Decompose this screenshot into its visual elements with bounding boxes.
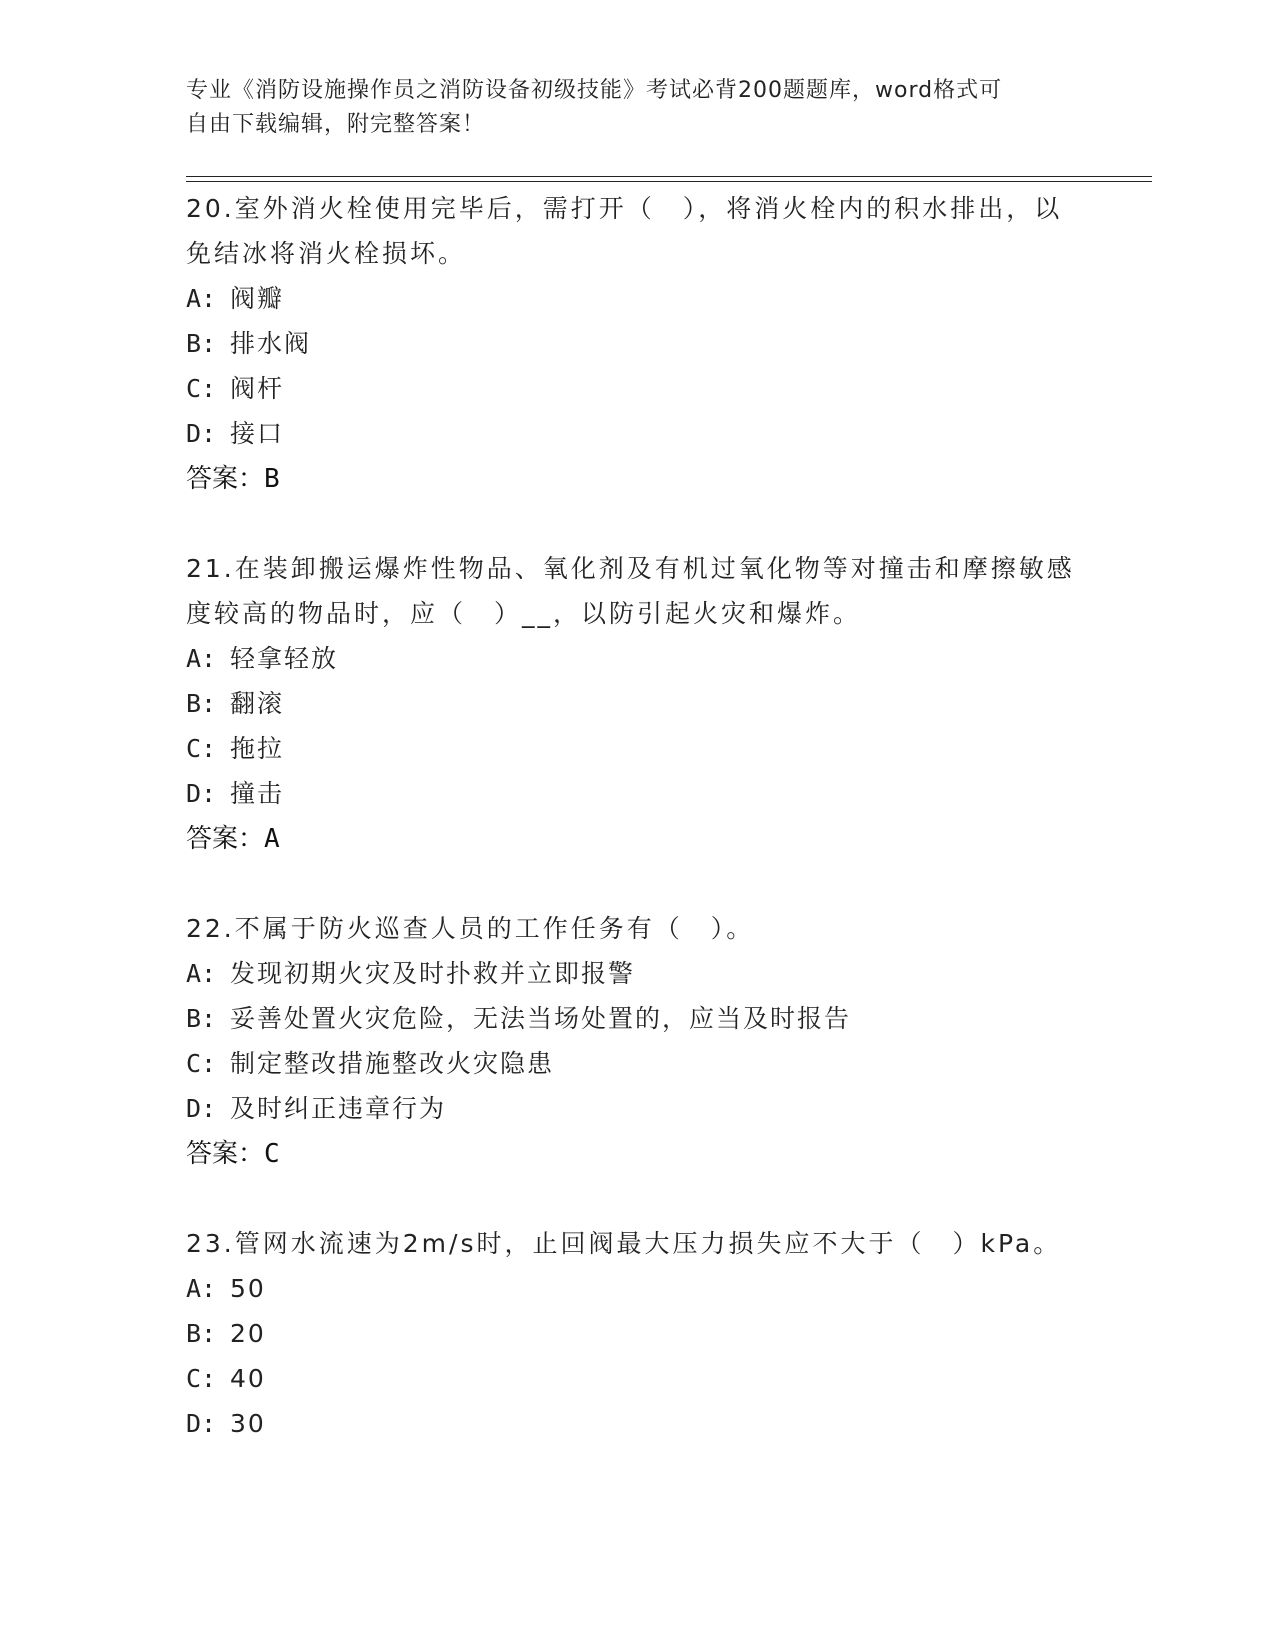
- answer-label: 答案：: [186, 464, 265, 494]
- question-body: 不属于防火巡查人员的工作任务有（ ）。: [234, 914, 755, 943]
- option-c: [186, 1041, 1086, 1086]
- option-text: 撞击: [230, 779, 285, 808]
- option-text: 妥善处置火灾危险，无法当场处置的，应当及时报告: [230, 1004, 852, 1033]
- option-letter: C:: [186, 734, 217, 763]
- option-text: 及时纠正违章行为: [230, 1094, 447, 1123]
- header-title-line-2: 自由下载编辑，附完整答案！: [186, 112, 486, 137]
- option-letter: D:: [186, 1094, 217, 1123]
- option-letter: C:: [186, 1049, 217, 1078]
- answer-label: 答案：: [186, 824, 265, 854]
- option-b: [186, 1311, 1086, 1356]
- question-number: 22.: [186, 914, 235, 943]
- question-body: 在装卸搬运爆炸性物品、氧化剂及有机过氧化物等对撞击和摩擦敏感度较高的物品时，应（ ）__，以防引起火灾和爆炸。: [186, 554, 1075, 628]
- option-b: [186, 996, 1086, 1041]
- option-letter: A:: [186, 284, 217, 313]
- option-text: 20: [230, 1319, 266, 1348]
- option-a: [186, 276, 1086, 321]
- option-a: [186, 1266, 1086, 1311]
- question-text: [186, 1221, 1086, 1266]
- question-21: [186, 546, 1086, 862]
- option-letter: D:: [186, 779, 217, 808]
- question-body: 室外消火栓使用完毕后，需打开（ ），将消火栓内的积水排出，以免结冰将消火栓损坏。: [186, 194, 1063, 268]
- option-text: 制定整改措施整改火灾隐患: [230, 1049, 555, 1078]
- option-text: 排水阀: [230, 329, 312, 358]
- header-divider-top: [186, 176, 1152, 177]
- option-b: [186, 321, 1086, 366]
- question-text: [186, 186, 1086, 276]
- option-a: [186, 951, 1086, 996]
- answer-line: [186, 816, 1086, 862]
- option-text: 轻拿轻放: [230, 644, 339, 673]
- option-letter: C:: [186, 374, 217, 403]
- option-letter: D:: [186, 1409, 217, 1438]
- option-text: 50: [230, 1274, 266, 1303]
- option-letter: A:: [186, 959, 217, 988]
- answer-value: A: [264, 824, 280, 854]
- option-letter: A:: [186, 644, 217, 673]
- option-letter: B:: [186, 329, 217, 358]
- option-letter: B:: [186, 1004, 217, 1033]
- option-text: 拖拉: [230, 734, 285, 763]
- question-text: [186, 906, 1086, 951]
- question-list: [186, 186, 1086, 1490]
- option-text: 30: [230, 1409, 266, 1438]
- option-d: [186, 1086, 1086, 1131]
- option-d: [186, 771, 1086, 816]
- option-b: [186, 681, 1086, 726]
- question-body: 管网水流速为2m/s时，止回阀最大压力损失应不大于（ ）kPa。: [234, 1229, 1062, 1258]
- option-d: [186, 1401, 1086, 1446]
- option-letter: A:: [186, 1274, 217, 1303]
- option-c: [186, 1356, 1086, 1401]
- answer-label: 答案：: [186, 1139, 265, 1169]
- question-number: 23.: [186, 1229, 235, 1258]
- question-number: 20.: [186, 194, 235, 223]
- option-letter: D:: [186, 419, 217, 448]
- option-letter: B:: [186, 689, 217, 718]
- answer-value: B: [264, 464, 280, 494]
- answer-value: C: [264, 1139, 280, 1169]
- option-text: 接口: [230, 419, 285, 448]
- option-letter: C:: [186, 1364, 217, 1393]
- answer-line: [186, 1131, 1086, 1177]
- question-23: [186, 1221, 1086, 1446]
- option-text: 阀杆: [230, 374, 285, 403]
- header-title-line-1: 专业《消防设施操作员之消防设备初级技能》考试必背200题题库，word格式可: [186, 78, 1003, 103]
- document-header: [186, 74, 1066, 142]
- option-c: [186, 726, 1086, 771]
- option-text: 翻滚: [230, 689, 285, 718]
- question-22: [186, 906, 1086, 1177]
- option-letter: B:: [186, 1319, 217, 1348]
- question-text: [186, 546, 1086, 636]
- question-20: [186, 186, 1086, 502]
- option-c: [186, 366, 1086, 411]
- answer-line: [186, 456, 1086, 502]
- option-d: [186, 411, 1086, 456]
- option-text: 阀瓣: [230, 284, 285, 313]
- option-text: 发现初期火灾及时扑救并立即报警: [230, 959, 636, 988]
- option-a: [186, 636, 1086, 681]
- option-text: 40: [230, 1364, 266, 1393]
- question-number: 21.: [186, 554, 235, 583]
- header-divider-bottom: [186, 181, 1152, 182]
